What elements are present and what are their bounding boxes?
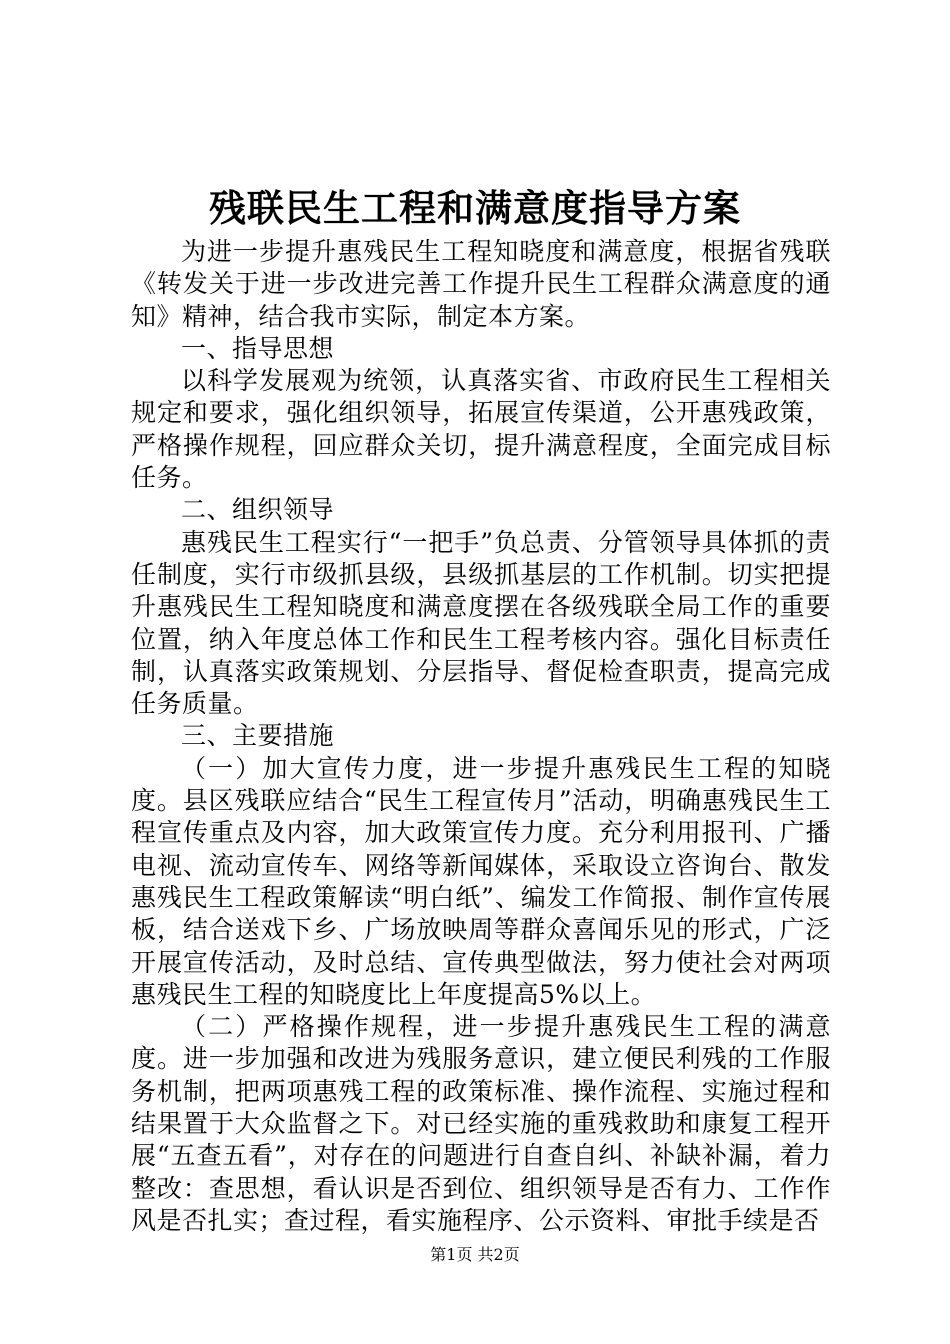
paragraph-organization: 惠残民生工程实行“一把手”负总责、分管领导具体抓的责任制度，实行市级抓县级，县级抓基层的工作机制。切实把提升惠残民生工程知晓度和满意度摆在各级残联全局工作的重要位置，纳入年度总体工作和民生工程考核内容。强化目标责任制，认真落实政策规划、分层指导、督促检查职责，提高完成任务质量。 [131,527,831,719]
document-title: 残联民生工程和满意度指导方案 [209,186,741,230]
paragraph-measure-2: （二）严格操作规程，进一步提升惠残民生工程的满意度。进一步加强和改进为残服务意识，建立便民利残的工作服务机制，把两项惠残工程的政策标准、操作流程、实施过程和结果置于大众监督之下。对已经实施的重残救助和康复工程开展“五查五看”，对存在的问题进行自查自纠、补缺补漏，着力整改：查思想，看认识是否到位、组织领导是否有力、工作作风是否扎实；查过程，看实施程序、公示资料、审批手续是否 [131,1012,831,1235]
section-heading-measures: 三、主要措施 [181,721,335,751]
paragraph-guiding-ideology: 以科学发展观为统领，认真落实省、市政府民生工程相关规定和要求，强化组织领导，拓展宣传渠道，公开惠残政策，严格操作规程，回应群众关切，提升满意程度，全面完成目标任务。 [131,366,831,493]
paragraph-measure-1: （一）加大宣传力度，进一步提升惠残民生工程的知晓度。县区残联应结合“民生工程宣传月”活动，明确惠残民生工程宣传重点及内容，加大政策宣传力度。充分利用报刊、广播电视、流动宣传车、网络等新闻媒体，采取设立咨询台、散发惠残民生工程政策解读“明白纸”、编发工作简报、制作宣传展板，结合送戏下乡、广场放映周等群众喜闻乐见的形式，广泛开展宣传活动，及时总结、宣传典型做法，努力使社会对两项惠残民生工程的知晓度比上年度提高5%以上。 [131,753,831,1009]
section-heading-organization: 二、组织领导 [181,495,335,525]
document-body [131,236,831,1237]
page-footer: 第1页 共2页 [430,1245,520,1264]
section-heading-guiding-ideology: 一、指导思想 [181,333,335,363]
intro-paragraph: 为进一步提升惠残民生工程知晓度和满意度，根据省残联《转发关于进一步改进完善工作提升民生工程群众满意度的通知》精神，结合我市实际，制定本方案。 [131,237,831,331]
